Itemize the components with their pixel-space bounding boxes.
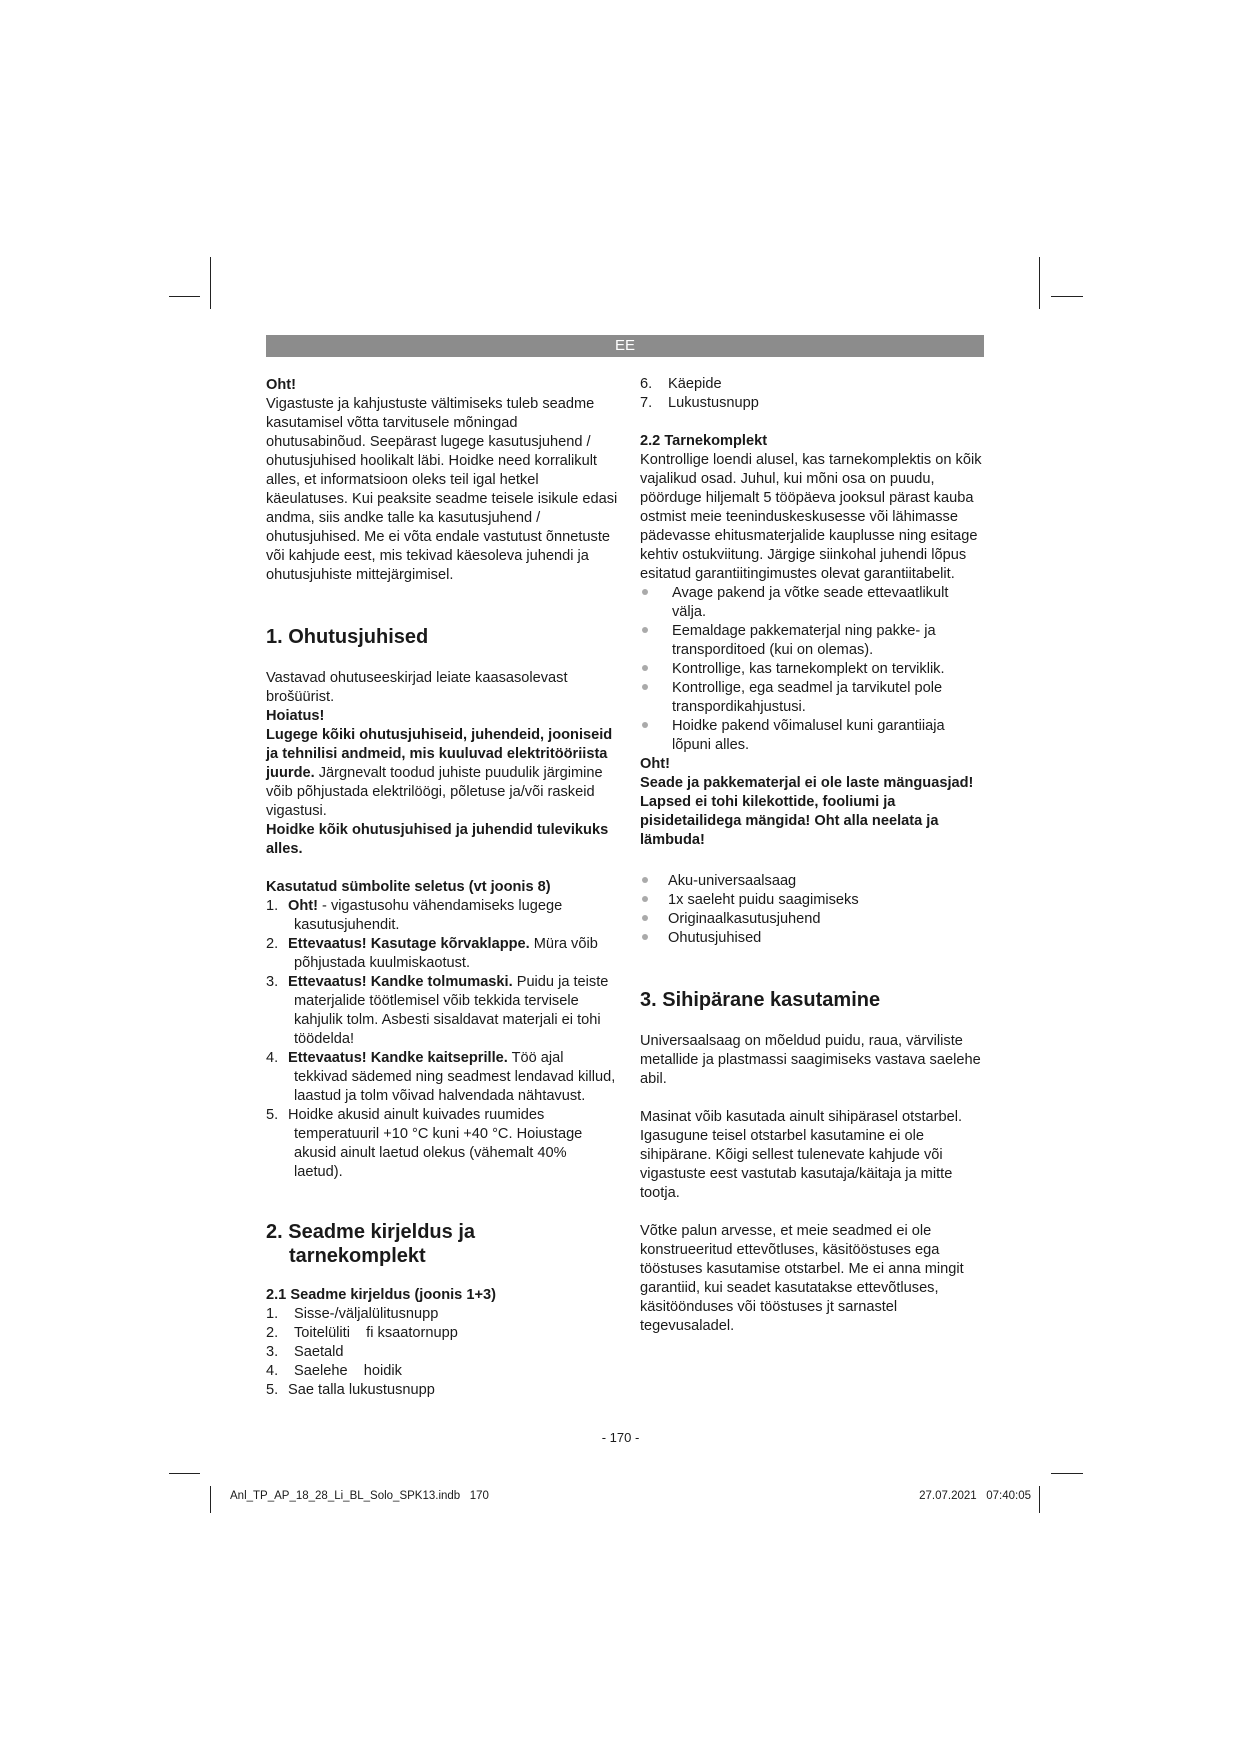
list-item: Originaalkasutusjuhend xyxy=(640,910,986,929)
warning-text: Vigastuste ja kahjustuste vältimiseks tuleb seadme kasutamisel võtta tarvitusele mõningad ohutusabinõud. Seepärast lugege kasutusjuhend / ohutusjuhised hoolikalt läbi. Hoidke need korralikult alles, et informatsioon oleks teil igal hetkel käeulatuses. Kui peaksite seadme teisele isikule edasi andma, siis andke talle ka kasutusjuhend / ohutusjuhised. Me ei võta endale vastutust õnnetuste või kahjude eest, mis tekivad käesoleva juhendi ja ohutusjuhiste mittejärgimisel. xyxy=(266,396,618,583)
left-column xyxy=(266,376,618,1400)
page-number: - 170 - xyxy=(601,1430,640,1445)
crop-mark xyxy=(1039,1486,1040,1513)
hoiatus-bold: Lugege kõiki ohutusjuhiseid, juhendeid, jooniseid ja tehnilisi andmeid, mis kuuluvad elektritööriista juurde. xyxy=(266,727,613,781)
list-item: Avage pakend ja võtke seade ettevaatlikult välja. xyxy=(640,584,986,622)
list-item: Kontrollige, ega seadmel ja tarvikutel pole transpordikahjustusi. xyxy=(640,679,986,717)
warning-title: Oht! xyxy=(266,377,296,393)
hoiatus-title: Hoiatus! xyxy=(266,708,325,724)
crop-mark xyxy=(169,296,200,297)
list-item: Aku-universaalsaag xyxy=(640,872,986,891)
section-3-paragraph-3: Võtke palun arvesse, et meie seadmed ei ole konstrueeritud ettevõtluses, käsitööstuses ega tööstuses kasutamise otstarbel. Me ei anna mingit garantiid, kui seadet kasutatakse ettevõtluses, käsitöönduses või tööstuses jt sarnastel tegevusaladel. xyxy=(640,1223,964,1334)
section-1-intro: Vastavad ohutuseeskirjad leiate kaasasolevast brošüürist. xyxy=(266,670,568,705)
list-item: 7. Lukustusnupp xyxy=(640,395,759,411)
footer-file-name: Anl_TP_AP_18_28_Li_BL_Solo_SPK13.indb 170 xyxy=(230,1490,489,1502)
list-item: Eemaldage pakkematerjal ning pakke- ja transporditoed (kui on olemas). xyxy=(640,622,986,660)
list-item: 6. Käepide xyxy=(640,376,722,392)
warning-text: Seade ja pakkematerjal ei ole laste mänguasjad! Lapsed ei tohi kilekottide, fooliumi ja pisidetailidega mängida! Oht alla neelata ja lämbuda! xyxy=(640,775,974,848)
list-item: 4. Saelehe hoidik xyxy=(266,1363,402,1379)
crop-mark xyxy=(210,257,211,309)
language-code: EE xyxy=(614,337,635,354)
warning-title: Oht! xyxy=(640,756,670,772)
list-item: Ohutusjuhised xyxy=(640,929,986,948)
section-3-paragraph-1: Universaalsaag on mõeldud puidu, raua, värviliste metallide ja plastmassi saagimiseks vastava saelehe abil. xyxy=(640,1033,981,1087)
list-item: 3. Ettevaatus! Kandke tolmumaski. Puidu ja teiste materjalide töötlemisel võib tekkida tervisele kahjulik tolm. Asbesti sisaldavat materjali ei tohi töödelda! xyxy=(266,974,609,1047)
list-item: 1x saeleht puidu saagimiseks xyxy=(640,891,986,910)
list-item: 2. Toitelüliti fi ksaatornupp xyxy=(266,1325,458,1341)
delivery-contents xyxy=(640,872,986,948)
crop-mark xyxy=(169,1473,200,1474)
crop-mark xyxy=(1039,257,1040,309)
list-item: Kontrollige, kas tarnekomplekt on terviklik. xyxy=(640,660,986,679)
keep-instructions: Hoidke kõik ohutusjuhised ja juhendid tulevikuks alles. xyxy=(266,822,609,857)
right-column xyxy=(640,375,986,1336)
symbols-heading: Kasutatud sümbolite seletus (vt joonis 8) xyxy=(266,879,551,895)
list-item: Hoidke pakend võimalusel kuni garantiiaja lõpuni alles. xyxy=(640,717,986,755)
list-item: 3. Saetald xyxy=(266,1344,344,1360)
list-item: 5. Hoidke akusid ainult kuivades ruumides temperatuuril +10 °C kuni +40 °C. Hoiustage akusid ainult laetud olekus (vähemalt 40% laetud). xyxy=(266,1107,583,1180)
language-header-bar xyxy=(266,335,984,357)
list-item: 1. Sisse-/väljalülitusnupp xyxy=(266,1306,439,1322)
hoiatus-paragraph xyxy=(266,726,618,821)
crop-mark xyxy=(1051,296,1083,297)
section-2-2-heading: 2.2 Tarnekomplekt xyxy=(640,433,768,449)
crop-mark xyxy=(1051,1473,1083,1474)
section-3-heading: 3. Sihipärane kasutamine xyxy=(640,989,881,1011)
section-2-heading: 2. Seadme kirjeldus ja tarnekomplekt xyxy=(266,1221,475,1267)
parts-list-continued xyxy=(640,375,986,413)
hoiatus-text: Järgnevalt toodud juhiste puudulik järgimine võib põhjustada elektrilöögi, põletuse ja/või raskeid vigastusi. xyxy=(266,765,603,819)
parts-list xyxy=(266,1305,618,1400)
crop-mark xyxy=(210,1486,211,1513)
list-item: 2. Ettevaatus! Kasutage kõrvaklappe. Müra võib põhjustada kuulmiskaotust. xyxy=(266,936,598,971)
section-1-heading: 1. Ohutusjuhised xyxy=(266,626,429,648)
section-2-1-heading: 2.1 Seadme kirjeldus (joonis 1+3) xyxy=(266,1287,496,1303)
list-item: 1. Oht! - vigastusohu vähendamiseks lugege kasutusjuhendit. xyxy=(266,898,563,933)
list-item: 4. Ettevaatus! Kandke kaitseprille. Töö ajal tekkivad sädemed ning seadmest lendavad killud, laastud ja tolm võivad halvendada nähtavust. xyxy=(266,1050,616,1104)
footer-datetime: 27.07.2021 07:40:05 xyxy=(919,1490,1031,1502)
section-3-paragraph-2: Masinat võib kasutada ainult sihipärasel otstarbel. Igasugune teisel otstarbel kasutamine ei ole sihipärane. Kõigi sellest tulenevate kahjude või vigastuste eest vastutab kasutaja/käitaja ja mitte tootja. xyxy=(640,1109,963,1201)
list-item: 5. Sae talla lukustusnupp xyxy=(266,1382,435,1398)
section-2-2-text: Kontrollige loendi alusel, kas tarnekomplektis on kõik vajalikud osad. Juhul, kui mõni osa on puudu, pöörduge hiljemalt 5 tööpäeva jooksul pärast kauba ostmist meie teeninduskeskusesse või lähimasse pädevasse ehitusmaterjalide kauplusse ning esitage kehtiv ostukviitung. Järgige siinkohal juhendi lõpus esitatud garantiitingimustes olevat garantiitabelit. xyxy=(640,452,982,582)
unpacking-steps xyxy=(640,584,986,755)
symbols-list xyxy=(266,897,618,1182)
